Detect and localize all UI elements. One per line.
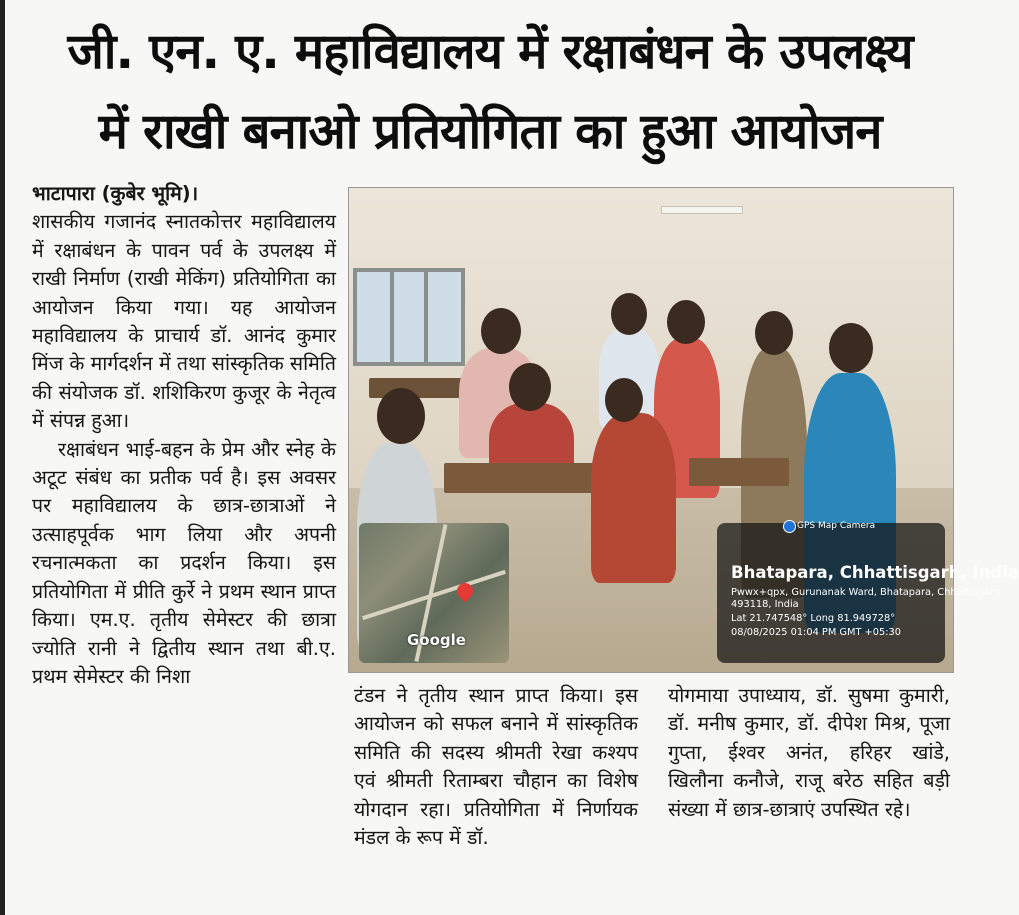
headline-line-2: में राखी बनाओ प्रतियोगिता का हुआ आयोजन <box>98 103 882 160</box>
photo-person-head <box>481 308 521 354</box>
photo-tube-light <box>661 206 743 214</box>
event-photo <box>348 187 1019 673</box>
column-rule <box>0 0 5 915</box>
photo-person-head <box>829 323 873 373</box>
photo-person-head <box>509 363 551 411</box>
photo-person-head <box>611 293 647 335</box>
photo-table <box>689 458 789 486</box>
photo-person-head <box>605 378 643 422</box>
article-column-1 <box>32 180 336 691</box>
gps-datetime: 08/08/2025 01:04 PM GMT +05:30 <box>731 627 901 638</box>
article-column-3 <box>668 682 950 824</box>
headline <box>30 12 950 172</box>
headline-line-1: जी. एन. ए. महाविद्यालय में रक्षाबंधन के उपलक्ष्य <box>67 23 913 80</box>
gps-pincode: 493118, India <box>731 599 799 610</box>
gps-address: Pwwx+qpx, Gurunanak Ward, Bhatapara, Chhattisgarh <box>731 587 1001 598</box>
article-paragraph-1: शासकीय गजानंद स्नातकोत्तर महाविद्यालय में रक्षाबंधन के पावन पर्व के उपलक्ष्य में राखी निर्माण (राखी मेकिंग) प्रतियोगिता का आयोजन किया गया। यह आयोजन महाविद्यालय के प्राचार्य डॉ. आनंद कुमार मिंज के मार्गदर्शन में तथा सांस्कृतिक समिति की संयोजक डॉ. शशिकिरण कुजूर के नेतृत्व में संपन्न हुआ। <box>32 210 336 433</box>
photo-table <box>444 463 604 493</box>
gps-camera-icon <box>783 520 796 533</box>
gps-coordinates: Lat 21.747548° Long 81.949728° <box>731 613 896 624</box>
dateline: भाटापारा (कुबेर भूमि)। <box>32 182 199 205</box>
photo-window <box>353 268 465 366</box>
google-map-label: Google <box>407 631 466 649</box>
photo-person-head <box>755 311 793 355</box>
photo-person-head <box>667 300 705 344</box>
article-paragraph-2: रक्षाबंधन भाई-बहन के प्रेम और स्नेह के अटूट संबंध का प्रतीक पर्व है। इस अवसर पर महाविद्यालय के छात्र-छात्राओं ने उत्साहपूर्वक भाग लिया और अपनी रचनात्मकता का प्रदर्शन किया। इस प्रतियोगिता में प्रीति कुर्रे ने प्रथम स्थान प्राप्त किया। एम.ए. तृतीय सेमेस्टर की छात्रा ज्योति रानी ने द्वितीय स्थान तथा बी.ए. प्रथम सेमेस्टर की निशा <box>32 437 336 688</box>
gps-info-card <box>717 521 1019 663</box>
gps-brand-label: GPS Map Camera <box>797 521 876 531</box>
photo-person <box>591 413 676 583</box>
photo-person-head <box>377 388 425 444</box>
article-paragraph-3: टंडन ने तृतीय स्थान प्राप्त किया। इस आयोजन को सफल बनाने में सांस्कृतिक समिति की सदस्य श्रीमती रेखा कश्यप एवं श्रीमती रिताम्बरा चौहान का विशेष योगदान रहा। प्रतियोगिता में निर्णायक मंडल के रूप में डॉ. <box>354 684 638 850</box>
gps-city: Bhatapara, Chhattisgarh, India <box>731 563 1019 582</box>
article-column-2 <box>354 682 638 852</box>
article-paragraph-4: योगमाया उपाध्याय, डॉ. सुषमा कुमारी, डॉ. मनीष कुमार, डॉ. दीपेश मिश्र, पूजा गुप्ता, ईश्वर अनंत, हरिहर खांडे, खिलौना कनौजे, राजू बरेठ सहित बड़ी संख्या में छात्र-छात्राएं उपस्थित रहे। <box>668 684 950 821</box>
